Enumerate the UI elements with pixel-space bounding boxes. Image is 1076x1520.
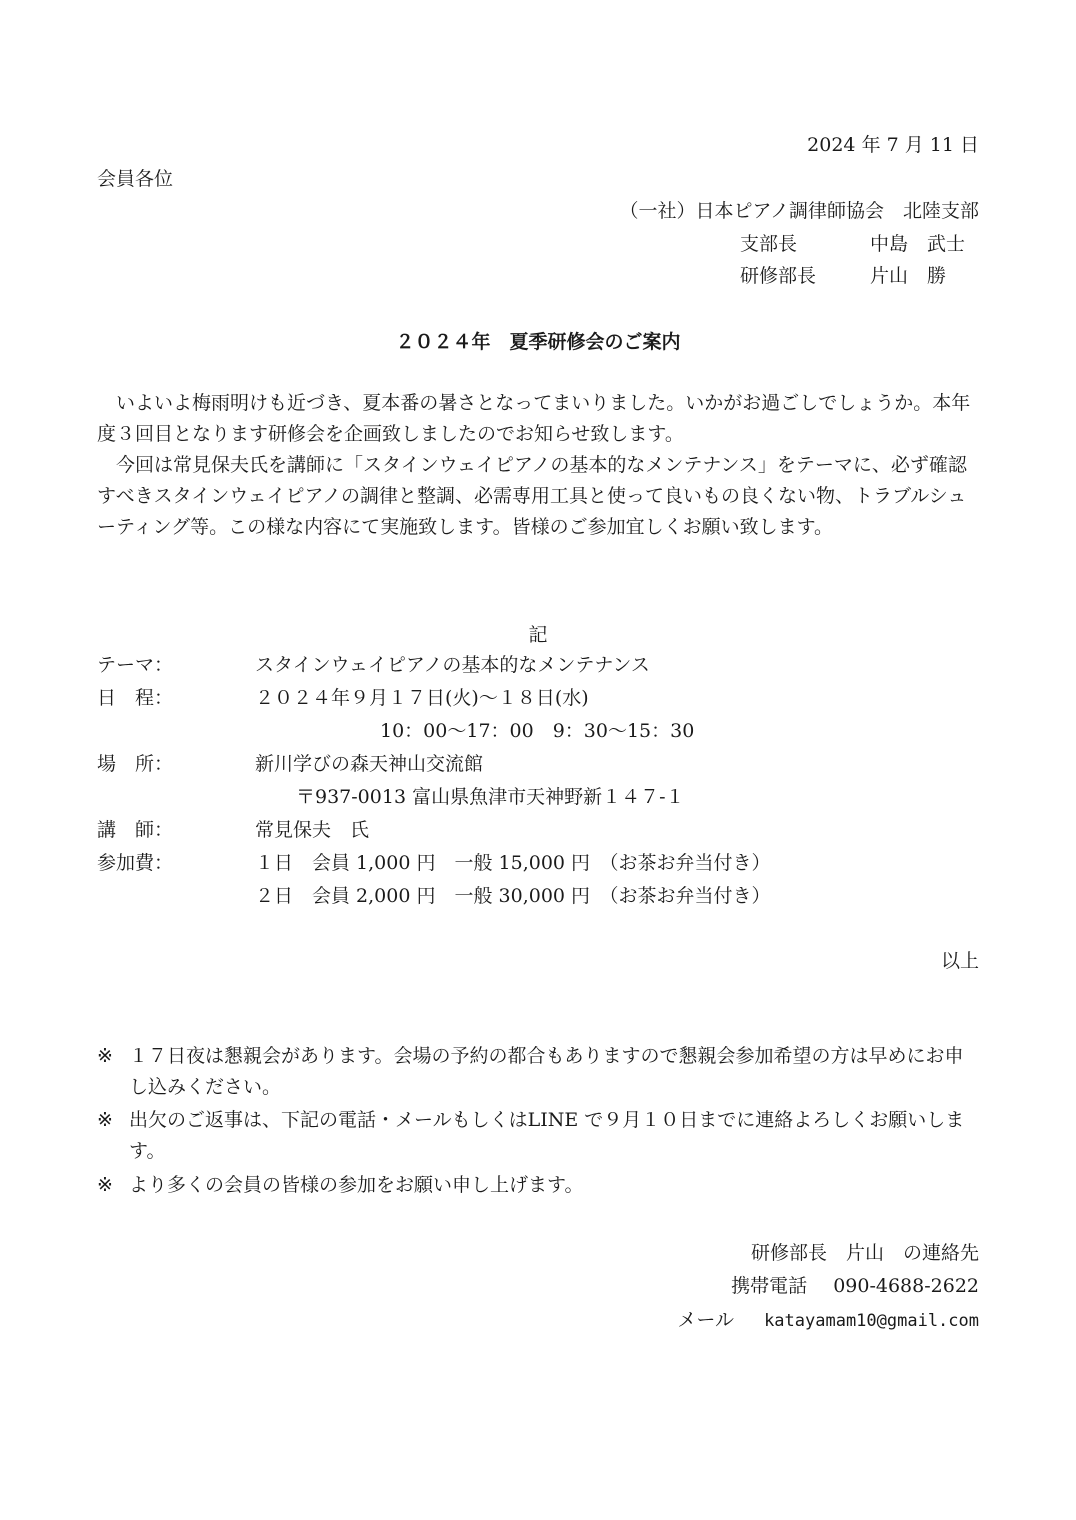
- branch-head-name: 中島 武士: [870, 233, 966, 255]
- lecturer-value: 常見保夫 氏: [255, 819, 370, 841]
- note-2-text: 出欠のご返事は、下記の電話・メールもしくはLINE で９月１０日までに連絡よろしくお願いします。: [129, 1109, 965, 1162]
- contact-mail-line: [677, 1305, 979, 1332]
- fee-day2-value: ２日 会員 2,000 円 一般 30,000 円 （お茶お弁当付き）: [255, 885, 771, 907]
- note-2: [97, 1105, 981, 1167]
- training-head-title: 研修部長: [740, 265, 817, 287]
- theme-value: スタインウェイピアノの基本的なメンテナンス: [255, 654, 650, 676]
- email-address: katayamam10@gmail.com: [764, 1311, 979, 1331]
- phone-label: 携帯電話: [731, 1275, 808, 1297]
- training-head-name: 片山 勝: [870, 265, 947, 287]
- fee-day1-value: １日 会員 1,000 円 一般 15,000 円 （お茶お弁当付き）: [255, 852, 771, 874]
- place-label: 場 所：: [97, 753, 174, 775]
- lecturer-label: 講 師：: [97, 819, 174, 841]
- time-value: 10：00～17：00 9：30～15：30: [380, 720, 695, 742]
- paragraph-2: 今回は常見保夫氏を講師に「スタインウェイピアノの基本的なメンテナンス」をテーマに、必ず確認すべきスタインウェイピアノの調律と整調、必需専用工具と使って良いもの良くない物、トラブルシューティング等。この様な内容にて実施致します。皆様のご参加宜しくお願い致します。: [97, 454, 967, 538]
- note-1-text: １７日夜は懇親会があります。会場の予約の都合もありますので懇親会参加希望の方は早めにお申し込みください。: [129, 1045, 964, 1098]
- recipient: 会員各位: [97, 168, 174, 190]
- document-title: ２０２４年 夏季研修会のご案内: [395, 331, 681, 353]
- letter-date: 2024 年 7 月 11 日: [807, 134, 979, 156]
- theme-label: テーマ：: [97, 654, 174, 676]
- date-value: ２０２４年９月１７日(火)～１８日(水): [255, 687, 589, 709]
- branch-head-title: 支部長: [740, 233, 798, 255]
- address-value: 〒937-0013 富山県魚津市天神野新１４７-１: [296, 786, 685, 808]
- note-3-text: より多くの会員の皆様の参加をお願い申し上げます。: [129, 1174, 584, 1196]
- mail-label: メール: [677, 1309, 734, 1331]
- date-label: 日 程：: [97, 687, 174, 709]
- reference-mark: ※: [97, 1045, 113, 1067]
- organization: （一社）日本ピアノ調律師協会 北陸支部: [619, 200, 979, 222]
- paragraph-1: いよいよ梅雨明けも近づき、夏本番の暑さとなってまいりました。いかがお過ごしでしょうか。本年度３回目となります研修会を企画致しましたのでお知らせ致します。: [97, 392, 971, 445]
- phone-number: 090-4688-2622: [833, 1275, 979, 1297]
- contact-phone-line: [731, 1271, 979, 1298]
- ijo-closing: 以上: [940, 950, 979, 972]
- note-3: [97, 1170, 981, 1201]
- reference-mark: ※: [97, 1109, 113, 1131]
- body-text: [97, 388, 981, 543]
- contact-heading: 研修部長 片山 の連絡先: [750, 1242, 979, 1264]
- note-1: [97, 1041, 981, 1103]
- place-value: 新川学びの森天神山交流館: [255, 753, 484, 775]
- fee-label: 参加費：: [97, 852, 174, 874]
- ki-heading: 記: [528, 624, 548, 646]
- reference-mark: ※: [97, 1174, 113, 1196]
